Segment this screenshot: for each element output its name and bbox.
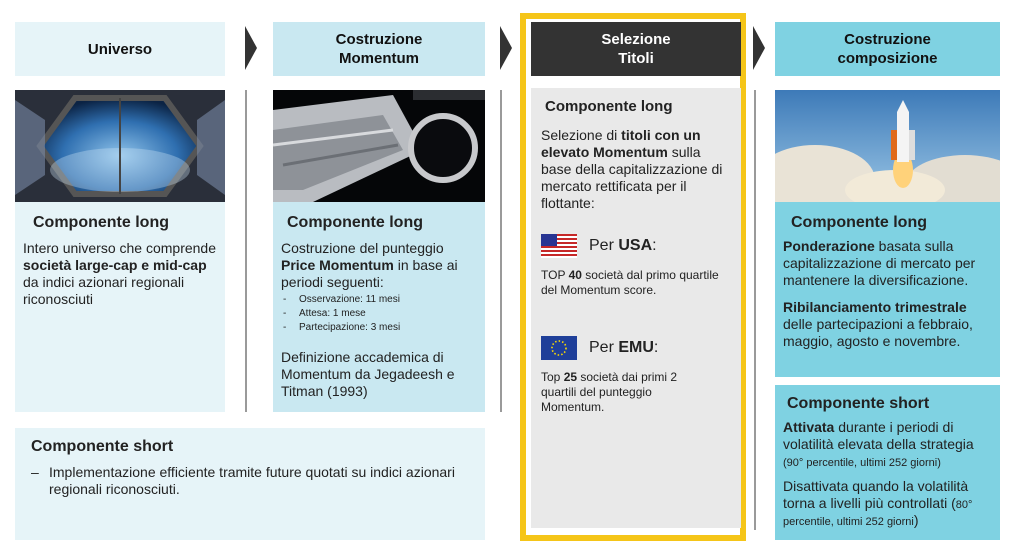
panel-text: Intero universo che comprende società large-cap e mid-cap da indici azionari regionali riconosciuti — [23, 240, 216, 307]
header-selezione-titoli: Selezione Titoli — [531, 22, 741, 76]
list-item: - Partecipazione: 3 mesi — [281, 321, 477, 335]
composizione-short-panel — [775, 385, 1000, 540]
us-flag-icon — [541, 234, 577, 258]
definition-text: Definizione accademica di Momentum da Jegadeesh e Titman (1993) — [281, 349, 455, 399]
periods-list — [281, 293, 477, 335]
arrow-icon — [245, 26, 257, 70]
list-item: - Attesa: 1 mese — [281, 307, 477, 321]
shuttle-launch-image — [775, 90, 1000, 202]
panel-title: Componente long — [33, 214, 169, 231]
panel-text: Costruzione del punteggio Price Momentum in base ai periodi seguenti: — [281, 240, 458, 290]
panel-text: Attivata durante i periodi di volatilità elevata della strategia (90° percentile, ultimi 252 giorni) — [783, 419, 974, 469]
panel-title: Componente long — [287, 214, 423, 231]
bottom-short-panel — [15, 428, 485, 540]
arrow-icon — [753, 26, 765, 70]
panel-text: Selezione di titoli con un elevato Momentum sulla base della capitalizzazione di mercato rettificata per il flottante: — [541, 127, 723, 211]
divider — [754, 90, 756, 530]
eu-flag-icon — [541, 336, 577, 360]
divider — [500, 90, 502, 412]
panel-title: Componente short — [787, 395, 930, 412]
selezione-long-panel — [531, 88, 741, 528]
panel-title: Componente long — [545, 98, 673, 115]
emu-label: Per EMU: — [589, 339, 659, 356]
bullet-item: – Implementazione efficiente tramite future quotati su indici azionari regionali riconosciuti. — [31, 464, 455, 497]
emu-text: Top 25 società dai primi 2 quartili del punteggio Momentum. — [541, 370, 678, 414]
universo-long-panel — [15, 202, 225, 412]
arrow-icon — [500, 26, 512, 70]
usa-label: Per USA: — [589, 237, 657, 254]
panel-text: Disattivata quando la volatilità torna a livelli più controllati (80° percentile, ultimi 252 giorni) — [783, 478, 973, 528]
panel-text: Ponderazione basata sulla capitalizzazione di mercato per mantenere la diversificazione. — [783, 238, 976, 288]
panel-title: Componente long — [791, 214, 927, 231]
panel-title: Componente short — [31, 438, 174, 455]
header-costruzione-momentum: Costruzione Momentum — [273, 22, 485, 76]
panel-text: Ribilanciamento trimestrale delle partecipazioni a febbraio, maggio, agosto e novembre. — [783, 299, 973, 349]
divider — [245, 90, 247, 412]
header-costruzione-composizione: Costruzione composizione — [775, 22, 1000, 76]
emu-row — [541, 336, 733, 360]
usa-row — [541, 234, 733, 258]
usa-text: TOP 40 società dal primo quartile del Momentum score. — [541, 268, 719, 297]
list-item: - Osservazione: 11 mesi — [281, 293, 477, 307]
composizione-long-panel — [775, 202, 1000, 377]
space-window-image — [15, 90, 225, 202]
header-universo: Universo — [15, 22, 225, 76]
space-module-image — [273, 90, 485, 202]
momentum-long-panel — [273, 202, 485, 412]
